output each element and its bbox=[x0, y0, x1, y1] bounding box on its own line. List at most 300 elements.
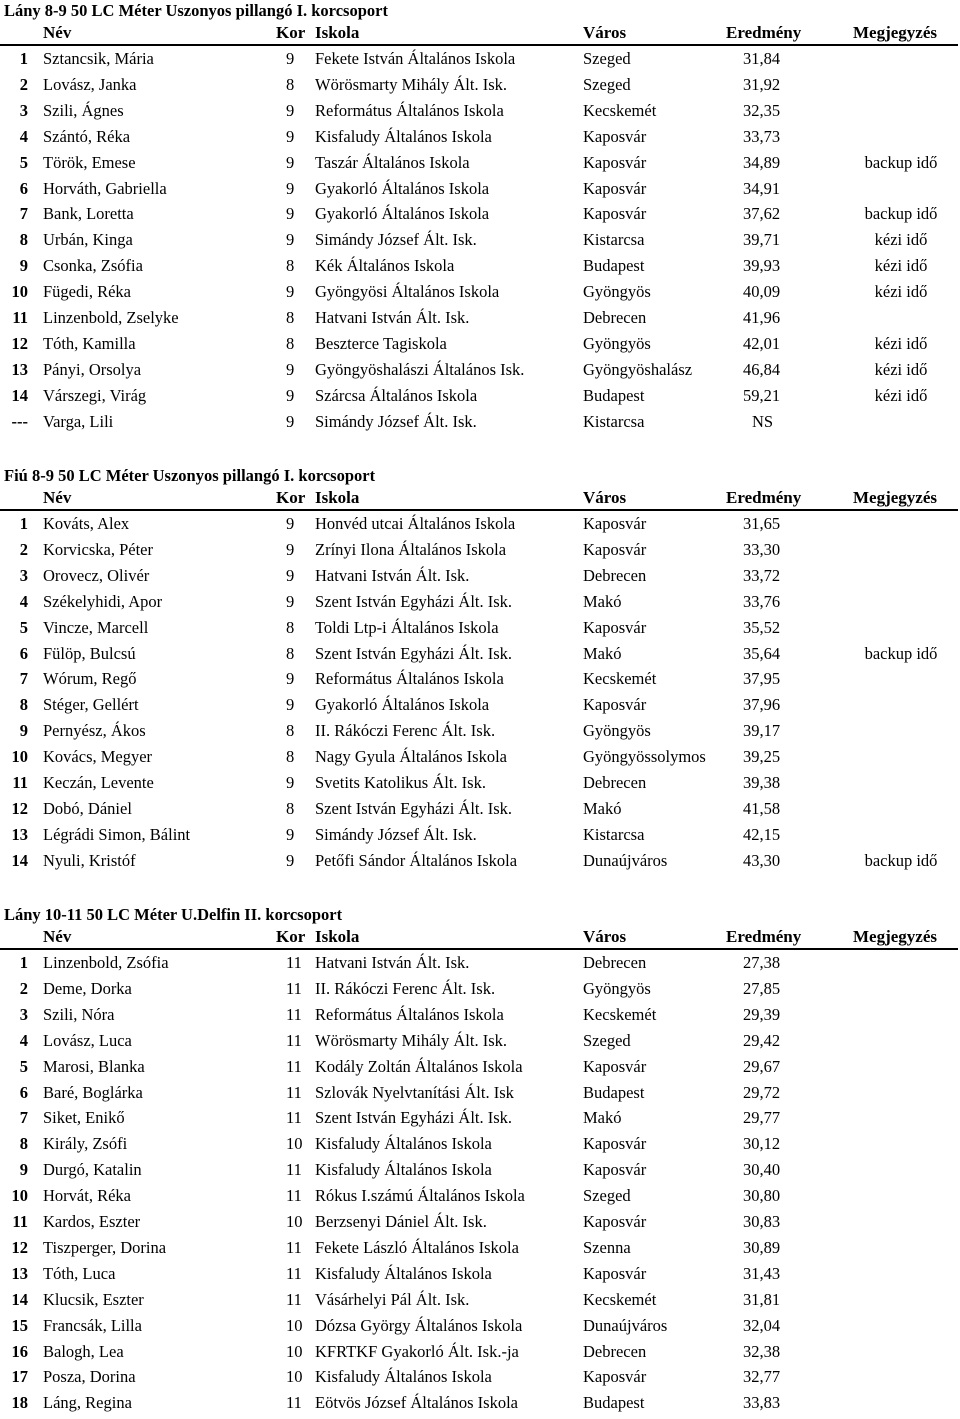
cell-age: 11 bbox=[286, 1056, 302, 1076]
cell-result: 43,30 bbox=[743, 850, 781, 870]
cell-note bbox=[845, 1183, 957, 1209]
cell-result: 29,67 bbox=[743, 1056, 781, 1076]
cell-result: 33,83 bbox=[743, 1393, 781, 1413]
cell-school: Hatvani István Ált. Isk. bbox=[315, 308, 470, 327]
cell-age: 8 bbox=[286, 721, 295, 741]
cell-result: 46,84 bbox=[743, 359, 781, 379]
table-row bbox=[0, 1105, 960, 1131]
cell-result: 29,77 bbox=[743, 1108, 781, 1128]
cell-school: Petőfi Sándor Általános Iskola bbox=[315, 850, 518, 870]
header-note: Megjegyzés bbox=[853, 927, 938, 946]
cell-place: 5 bbox=[19, 617, 28, 637]
cell-note bbox=[845, 1002, 957, 1028]
cell-name: Lovász, Janka bbox=[43, 74, 137, 94]
cell-result: 32,04 bbox=[743, 1315, 781, 1335]
cell-name: Kováts, Alex bbox=[43, 514, 130, 533]
header-name: Név bbox=[43, 23, 72, 42]
cell-result: 30,12 bbox=[743, 1134, 781, 1154]
table-header bbox=[0, 487, 958, 511]
table-row bbox=[0, 537, 960, 563]
cell-age: 9 bbox=[286, 514, 295, 533]
cell-school: Református Általános Iskola bbox=[315, 1004, 504, 1024]
cell-age: 10 bbox=[286, 1367, 303, 1387]
cell-city: Kistarcsa bbox=[583, 824, 645, 844]
cell-school: Szárcsa Általános Iskola bbox=[315, 385, 478, 405]
cell-city: Debrecen bbox=[583, 308, 647, 327]
cell-school: Wörösmarty Mihály Ált. Isk. bbox=[315, 1030, 508, 1050]
table-row bbox=[0, 1390, 960, 1416]
cell-name: Kovács, Megyer bbox=[43, 747, 153, 767]
cell-note bbox=[845, 537, 957, 563]
cell-city: Kecskemét bbox=[583, 669, 657, 689]
cell-age: 9 bbox=[286, 824, 295, 844]
cell-result: 29,42 bbox=[743, 1030, 781, 1050]
cell-city: Szenna bbox=[583, 1237, 631, 1257]
cell-result: 40,09 bbox=[743, 282, 781, 302]
cell-city: Kaposvár bbox=[583, 695, 647, 715]
header-age: Kor bbox=[276, 927, 306, 946]
cell-name: Török, Emese bbox=[43, 152, 136, 172]
cell-place: 12 bbox=[11, 1237, 28, 1257]
section-title: Lány 10-11 50 LC Méter U.Delfin II. korcsoport bbox=[4, 905, 343, 924]
cell-name: Láng, Regina bbox=[43, 1393, 132, 1413]
table-row bbox=[0, 615, 960, 641]
table-row bbox=[0, 253, 960, 279]
cell-city: Gyöngyössolymos bbox=[583, 747, 706, 767]
cell-result: 39,93 bbox=[743, 256, 781, 276]
cell-name: Orovecz, Olivér bbox=[43, 565, 150, 585]
cell-result: 31,43 bbox=[743, 1263, 781, 1283]
table-row bbox=[0, 848, 960, 874]
cell-place: 10 bbox=[11, 282, 28, 302]
cell-school: Simándy József Ált. Isk. bbox=[315, 230, 477, 250]
cell-place: 4 bbox=[19, 126, 28, 146]
cell-name: Bank, Loretta bbox=[43, 204, 134, 224]
cell-age: 9 bbox=[286, 695, 295, 715]
cell-note bbox=[845, 1028, 957, 1054]
cell-result: 34,89 bbox=[743, 152, 781, 172]
table-row bbox=[0, 563, 960, 589]
table-row bbox=[0, 1183, 960, 1209]
header-city: Város bbox=[583, 488, 627, 507]
cell-school: Gyakorló Általános Iskola bbox=[315, 204, 490, 224]
cell-place: 14 bbox=[11, 385, 28, 405]
cell-city: Kaposvár bbox=[583, 178, 647, 198]
cell-place: 6 bbox=[19, 1082, 28, 1102]
cell-age: 11 bbox=[286, 1030, 302, 1050]
cell-note bbox=[845, 950, 957, 976]
header-result: Eredmény bbox=[726, 488, 802, 507]
cell-place: 13 bbox=[11, 824, 28, 844]
cell-name: Linzenbold, Zsófia bbox=[43, 953, 169, 972]
table-row bbox=[0, 976, 960, 1002]
cell-city: Kaposvár bbox=[583, 1367, 647, 1387]
cell-note bbox=[845, 1157, 957, 1183]
cell-result: 39,17 bbox=[743, 721, 781, 741]
table-row bbox=[0, 1054, 960, 1080]
cell-school: Kisfaludy Általános Iskola bbox=[315, 1134, 492, 1154]
cell-result: 27,38 bbox=[743, 953, 781, 972]
cell-school: Rókus I.számú Általános Iskola bbox=[315, 1186, 525, 1206]
cell-school: Református Általános Iskola bbox=[315, 100, 504, 120]
cell-name: Klucsik, Eszter bbox=[43, 1289, 144, 1309]
cell-note bbox=[845, 72, 957, 98]
cell-age: 9 bbox=[286, 282, 295, 302]
cell-place: 8 bbox=[19, 1134, 28, 1154]
cell-name: Lovász, Luca bbox=[43, 1030, 132, 1050]
cell-city: Kaposvár bbox=[583, 1263, 647, 1283]
cell-note bbox=[845, 666, 957, 692]
cell-note bbox=[845, 718, 957, 744]
table-row bbox=[0, 1364, 960, 1390]
cell-city: Kecskemét bbox=[583, 1289, 657, 1309]
cell-school: Vásárhelyi Pál Ált. Isk. bbox=[315, 1289, 470, 1309]
cell-school: Református Általános Iskola bbox=[315, 669, 504, 689]
cell-city: Kaposvár bbox=[583, 1134, 647, 1154]
cell-place: 7 bbox=[19, 1108, 28, 1128]
results-section bbox=[0, 904, 960, 1416]
cell-city: Kaposvár bbox=[583, 152, 647, 172]
cell-note bbox=[845, 1339, 957, 1365]
cell-age: 9 bbox=[286, 539, 295, 559]
cell-school: Kisfaludy Általános Iskola bbox=[315, 1263, 492, 1283]
cell-place: 11 bbox=[12, 308, 28, 327]
cell-name: Tóth, Kamilla bbox=[43, 333, 136, 353]
section-title: Fiú 8-9 50 LC Méter Uszonyos pillangó I. korcsoport bbox=[4, 466, 376, 485]
cell-city: Kaposvár bbox=[583, 1160, 647, 1180]
cell-age: 11 bbox=[286, 1263, 302, 1283]
cell-note bbox=[845, 692, 957, 718]
cell-note bbox=[845, 1235, 957, 1261]
cell-school: Beszterce Tagiskola bbox=[315, 333, 447, 353]
cell-city: Kaposvár bbox=[583, 1056, 647, 1076]
header-note: Megjegyzés bbox=[853, 488, 938, 507]
cell-place: 1 bbox=[19, 514, 28, 533]
cell-place: 1 bbox=[19, 49, 28, 68]
cell-city: Budapest bbox=[583, 1082, 645, 1102]
cell-place: 6 bbox=[19, 643, 28, 663]
cell-place: 17 bbox=[11, 1367, 28, 1387]
cell-school: Simándy József Ált. Isk. bbox=[315, 824, 477, 844]
cell-note bbox=[845, 1287, 957, 1313]
cell-school: Gyöngyösi Általános Iskola bbox=[315, 282, 500, 302]
cell-city: Budapest bbox=[583, 256, 645, 276]
cell-city: Budapest bbox=[583, 1393, 645, 1413]
cell-city: Kaposvár bbox=[583, 617, 647, 637]
cell-name: Sztancsik, Mária bbox=[43, 49, 154, 68]
cell-result: 37,62 bbox=[743, 204, 781, 224]
cell-name: Csonka, Zsófia bbox=[43, 256, 143, 276]
table-row bbox=[0, 1002, 960, 1028]
cell-name: Durgó, Katalin bbox=[43, 1160, 142, 1180]
cell-age: 11 bbox=[286, 978, 302, 998]
cell-age: 11 bbox=[286, 953, 302, 972]
cell-age: 9 bbox=[286, 591, 295, 611]
cell-result: 27,85 bbox=[743, 978, 781, 998]
cell-note bbox=[845, 46, 957, 72]
cell-city: Kaposvár bbox=[583, 126, 647, 146]
cell-name: Fügedi, Réka bbox=[43, 282, 131, 302]
table-row bbox=[0, 1157, 960, 1183]
cell-age: 9 bbox=[286, 565, 295, 585]
cell-age: 9 bbox=[286, 411, 295, 431]
cell-name: Pernyész, Ákos bbox=[43, 721, 146, 741]
cell-age: 9 bbox=[286, 204, 295, 224]
cell-note bbox=[845, 1209, 957, 1235]
cell-age: 8 bbox=[286, 333, 295, 353]
cell-name: Tiszperger, Dorina bbox=[43, 1237, 167, 1257]
cell-name: Korvicska, Péter bbox=[43, 539, 153, 559]
cell-name: Vincze, Marcell bbox=[43, 617, 149, 637]
cell-name: Király, Zsófi bbox=[43, 1134, 128, 1154]
cell-result: NS bbox=[752, 411, 774, 431]
cell-name: Linzenbold, Zselyke bbox=[43, 308, 179, 327]
cell-school: Nagy Gyula Általános Iskola bbox=[315, 747, 507, 767]
cell-place: 10 bbox=[11, 747, 28, 767]
cell-place: 13 bbox=[11, 359, 28, 379]
table-row bbox=[0, 305, 960, 331]
cell-age: 8 bbox=[286, 617, 295, 637]
cell-place: 4 bbox=[19, 591, 28, 611]
cell-note: backup idő bbox=[864, 850, 938, 870]
cell-name: Várszegi, Virág bbox=[43, 385, 147, 405]
cell-note bbox=[845, 124, 957, 150]
cell-city: Dunaújváros bbox=[583, 850, 668, 870]
cell-city: Kaposvár bbox=[583, 514, 647, 533]
cell-place: 2 bbox=[19, 978, 28, 998]
cell-note bbox=[845, 563, 957, 589]
cell-city: Szeged bbox=[583, 1030, 631, 1050]
cell-city: Kistarcsa bbox=[583, 411, 645, 431]
cell-place: 3 bbox=[19, 565, 28, 585]
cell-note bbox=[845, 744, 957, 770]
cell-city: Debrecen bbox=[583, 953, 647, 972]
table-row bbox=[0, 72, 960, 98]
cell-school: Wörösmarty Mihály Ált. Isk. bbox=[315, 74, 508, 94]
cell-place: 2 bbox=[19, 539, 28, 559]
cell-age: 8 bbox=[286, 643, 295, 663]
cell-result: 33,72 bbox=[743, 565, 781, 585]
cell-age: 10 bbox=[286, 1315, 303, 1335]
cell-name: Balogh, Lea bbox=[43, 1341, 124, 1361]
cell-note bbox=[845, 822, 957, 848]
cell-city: Makó bbox=[583, 643, 622, 663]
cell-name: Légrádi Simon, Bálint bbox=[43, 824, 191, 844]
cell-note bbox=[845, 1390, 957, 1416]
cell-place: 13 bbox=[11, 1263, 28, 1283]
header-school: Iskola bbox=[315, 927, 360, 946]
cell-age: 11 bbox=[286, 1108, 302, 1128]
cell-name: Horvát, Réka bbox=[43, 1186, 131, 1206]
cell-city: Kaposvár bbox=[583, 539, 647, 559]
cell-age: 9 bbox=[286, 178, 295, 198]
cell-age: 11 bbox=[286, 1186, 302, 1206]
cell-city: Makó bbox=[583, 798, 622, 818]
header-age: Kor bbox=[276, 488, 306, 507]
cell-school: Gyakorló Általános Iskola bbox=[315, 178, 490, 198]
cell-school: Toldi Ltp-i Általános Iskola bbox=[315, 617, 499, 637]
cell-note: kézi idő bbox=[874, 256, 928, 276]
table-row bbox=[0, 383, 960, 409]
header-name: Név bbox=[43, 488, 72, 507]
cell-place: 2 bbox=[19, 74, 28, 94]
table-row bbox=[0, 1080, 960, 1106]
table-row bbox=[0, 641, 960, 667]
table-row bbox=[0, 1313, 960, 1339]
results-section bbox=[0, 465, 960, 874]
cell-name: Pányi, Orsolya bbox=[43, 359, 142, 379]
cell-note: backup idő bbox=[864, 643, 938, 663]
table-row bbox=[0, 227, 960, 253]
cell-name: Dobó, Dániel bbox=[43, 798, 132, 818]
cell-note bbox=[845, 770, 957, 796]
cell-name: Wórum, Regő bbox=[43, 669, 137, 689]
table-row bbox=[0, 744, 960, 770]
cell-school: II. Rákóczi Ferenc Ált. Isk. bbox=[315, 978, 496, 998]
header-result: Eredmény bbox=[726, 23, 802, 42]
table-row bbox=[0, 409, 960, 435]
cell-place: 5 bbox=[19, 152, 28, 172]
cell-result: 34,91 bbox=[743, 178, 781, 198]
cell-note bbox=[845, 176, 957, 202]
cell-school: Simándy József Ált. Isk. bbox=[315, 411, 477, 431]
cell-name: Horváth, Gabriella bbox=[43, 178, 167, 198]
cell-age: 11 bbox=[286, 1393, 302, 1413]
table-row bbox=[0, 770, 960, 796]
cell-result: 29,72 bbox=[743, 1082, 781, 1102]
cell-result: 30,89 bbox=[743, 1237, 781, 1257]
cell-school: Szent István Egyházi Ált. Isk. bbox=[315, 1108, 513, 1128]
cell-result: 32,77 bbox=[743, 1367, 781, 1387]
cell-note bbox=[845, 98, 957, 124]
cell-name: Keczán, Levente bbox=[43, 773, 154, 792]
cell-school: Kisfaludy Általános Iskola bbox=[315, 126, 492, 146]
table-row bbox=[0, 279, 960, 305]
table-row bbox=[0, 1235, 960, 1261]
cell-place: --- bbox=[11, 411, 28, 431]
cell-place: 1 bbox=[19, 953, 28, 972]
cell-age: 9 bbox=[286, 385, 295, 405]
cell-age: 8 bbox=[286, 747, 295, 767]
cell-school: Hatvani István Ált. Isk. bbox=[315, 953, 470, 972]
table-row bbox=[0, 796, 960, 822]
cell-age: 9 bbox=[286, 359, 295, 379]
cell-place: 9 bbox=[19, 721, 28, 741]
cell-school: Eötvös József Általános Iskola bbox=[315, 1393, 519, 1413]
cell-place: 6 bbox=[19, 178, 28, 198]
cell-school: Hatvani István Ált. Isk. bbox=[315, 565, 470, 585]
section-title: Lány 8-9 50 LC Méter Uszonyos pillangó I. korcsoport bbox=[4, 1, 388, 20]
cell-place: 15 bbox=[11, 1315, 28, 1335]
cell-place: 8 bbox=[19, 695, 28, 715]
table-row bbox=[0, 124, 960, 150]
cell-note: kézi idő bbox=[874, 333, 928, 353]
cell-note: kézi idő bbox=[874, 359, 928, 379]
cell-school: Zrínyi Ilona Általános Iskola bbox=[315, 539, 507, 559]
cell-age: 10 bbox=[286, 1134, 303, 1154]
table-row bbox=[0, 950, 960, 976]
cell-city: Gyöngyös bbox=[583, 282, 651, 302]
cell-name: Tóth, Luca bbox=[43, 1263, 116, 1283]
cell-result: 31,81 bbox=[743, 1289, 781, 1309]
cell-age: 10 bbox=[286, 1212, 303, 1231]
cell-place: 11 bbox=[12, 1212, 28, 1231]
cell-name: Fülöp, Bulcsú bbox=[43, 643, 136, 663]
cell-result: 31,92 bbox=[743, 74, 781, 94]
table-row bbox=[0, 1028, 960, 1054]
cell-name: Varga, Lili bbox=[43, 411, 114, 431]
cell-name: Nyuli, Kristóf bbox=[43, 850, 136, 870]
cell-name: Szántó, Réka bbox=[43, 126, 131, 146]
cell-note bbox=[845, 409, 957, 435]
cell-school: Honvéd utcai Általános Iskola bbox=[315, 514, 516, 533]
cell-result: 29,39 bbox=[743, 1004, 781, 1024]
table-row bbox=[0, 822, 960, 848]
cell-age: 11 bbox=[286, 1289, 302, 1309]
cell-note: kézi idő bbox=[874, 230, 928, 250]
cell-city: Gyöngyöshalász bbox=[583, 359, 693, 379]
cell-age: 9 bbox=[286, 773, 295, 792]
cell-place: 7 bbox=[19, 204, 28, 224]
cell-name: Szili, Ágnes bbox=[43, 100, 124, 120]
cell-name: Marosi, Blanka bbox=[43, 1056, 145, 1076]
cell-age: 8 bbox=[286, 798, 295, 818]
results-section bbox=[0, 0, 960, 435]
cell-name: Stéger, Gellért bbox=[43, 695, 139, 715]
cell-name: Deme, Dorka bbox=[43, 978, 132, 998]
cell-name: Posza, Dorina bbox=[43, 1367, 136, 1387]
table-row bbox=[0, 176, 960, 202]
cell-age: 9 bbox=[286, 126, 295, 146]
table-row bbox=[0, 692, 960, 718]
cell-age: 8 bbox=[286, 308, 295, 327]
cell-note bbox=[845, 976, 957, 1002]
cell-city: Szeged bbox=[583, 49, 631, 68]
cell-age: 8 bbox=[286, 74, 295, 94]
cell-result: 39,38 bbox=[743, 773, 781, 792]
cell-place: 3 bbox=[19, 100, 28, 120]
cell-city: Debrecen bbox=[583, 565, 647, 585]
cell-name: Urbán, Kinga bbox=[43, 230, 133, 250]
cell-school: Fekete István Általános Iskola bbox=[315, 49, 516, 68]
cell-city: Kistarcsa bbox=[583, 230, 645, 250]
table-row bbox=[0, 589, 960, 615]
cell-city: Kecskemét bbox=[583, 1004, 657, 1024]
cell-city: Gyöngyös bbox=[583, 978, 651, 998]
table-row bbox=[0, 1287, 960, 1313]
cell-result: 42,01 bbox=[743, 333, 781, 353]
cell-result: 41,96 bbox=[743, 308, 781, 327]
cell-city: Kaposvár bbox=[583, 204, 647, 224]
cell-place: 14 bbox=[11, 1289, 28, 1309]
cell-result: 32,35 bbox=[743, 100, 781, 120]
cell-school: Szent István Egyházi Ált. Isk. bbox=[315, 643, 513, 663]
cell-age: 11 bbox=[286, 1237, 302, 1257]
cell-place: 12 bbox=[11, 798, 28, 818]
cell-school: Kék Általános Iskola bbox=[315, 256, 455, 276]
cell-note bbox=[845, 511, 957, 537]
cell-name: Siket, Enikő bbox=[43, 1108, 125, 1128]
cell-note: backup idő bbox=[864, 152, 938, 172]
cell-school: Szent István Egyházi Ált. Isk. bbox=[315, 798, 513, 818]
cell-place: 9 bbox=[19, 256, 28, 276]
cell-note bbox=[845, 615, 957, 641]
cell-result: 30,80 bbox=[743, 1186, 781, 1206]
cell-place: 11 bbox=[12, 773, 28, 792]
cell-result: 42,15 bbox=[743, 824, 781, 844]
table-row bbox=[0, 201, 960, 227]
table-row bbox=[0, 1131, 960, 1157]
